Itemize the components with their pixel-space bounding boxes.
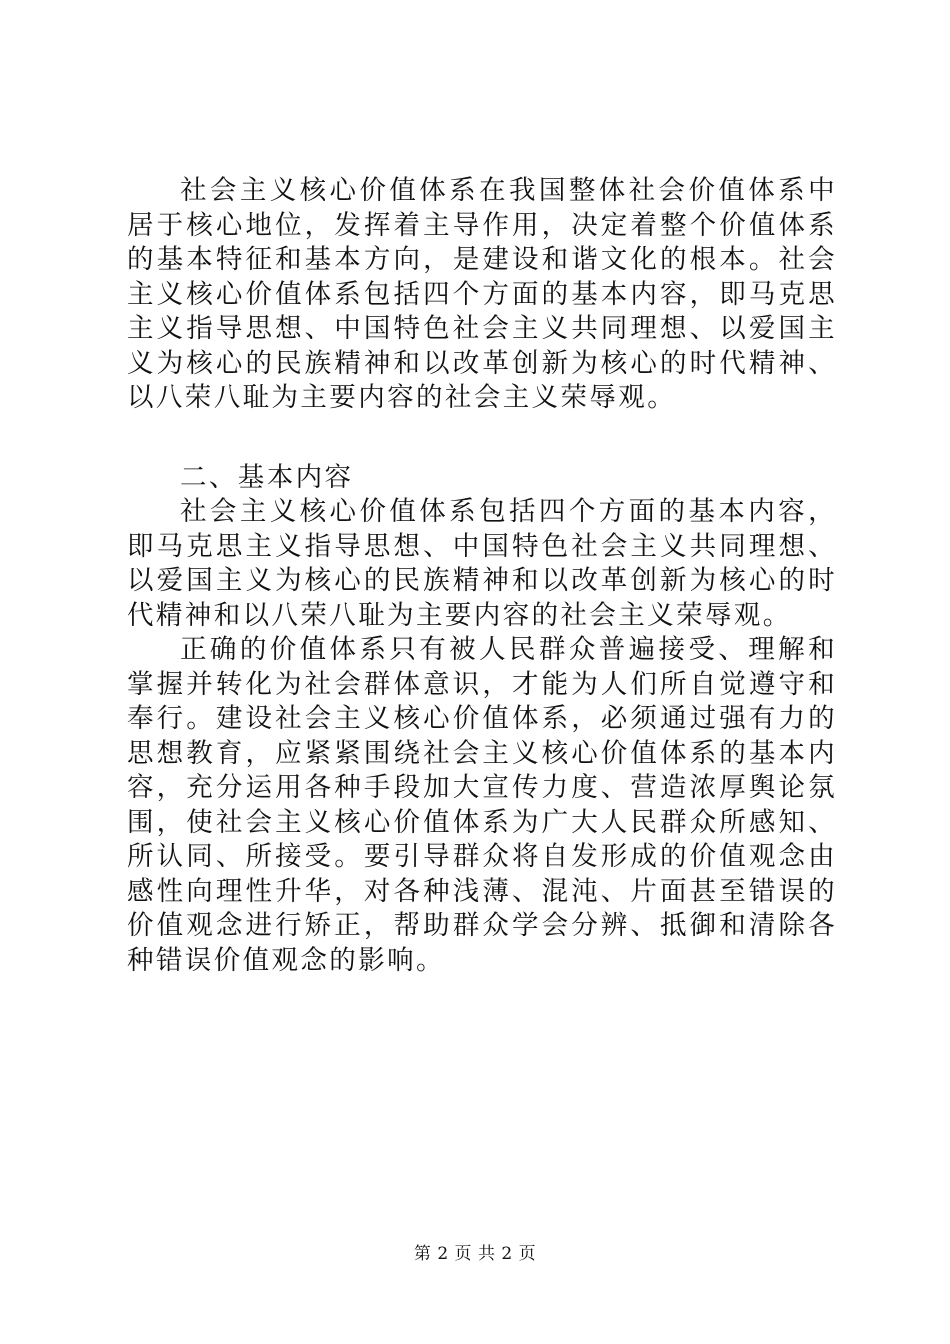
section-heading: 二、基本内容 bbox=[180, 461, 354, 493]
page-number-footer: 第 2 页 共 2 页 bbox=[413, 1244, 537, 1264]
paragraph-gap bbox=[127, 416, 837, 461]
section-paragraph-2: 正确的价值体系只有被人民群众普遍接受、理解和掌握并转化为社会群体意识，才能为人们所自觉遵守和奉行。建设社会主义核心价值体系，必须通过强有力的思想教育，应紧紧围绕社会主义核心价值体系的基本内容，充分运用各种手段加大宣传力度、营造浓厚舆论氛围，使社会主义核心价值体系为广大人民群众所感知、所认同、所接受。要引导群众将自发形成的价值观念由感性向理性升华，对各种浅薄、混沌、片面甚至错误的价值观念进行矫正，帮助群众学会分辨、抵御和清除各种错误价值观念的影响。 bbox=[127, 634, 837, 976]
intro-paragraph: 社会主义核心价值体系在我国整体社会价值体系中居于核心地位，发挥着主导作用，决定着整个价值体系的基本特征和基本方向，是建设和谐文化的根本。社会主义核心价值体系包括四个方面的基本内容，即马克思主义指导思想、中国特色社会主义共同理想、以爱国主义为核心的民族精神和以改革创新为核心的时代精神、以八荣八耻为主要内容的社会主义荣辱观。 bbox=[127, 175, 837, 413]
section-paragraph-1: 社会主义核心价值体系包括四个方面的基本内容，即马克思主义指导思想、中国特色社会主义共同理想、以爱国主义为核心的民族精神和以改革创新为核心的时代精神和以八荣八耻为主要内容的社会主义荣辱观。 bbox=[127, 496, 837, 631]
document-body bbox=[127, 174, 837, 978]
